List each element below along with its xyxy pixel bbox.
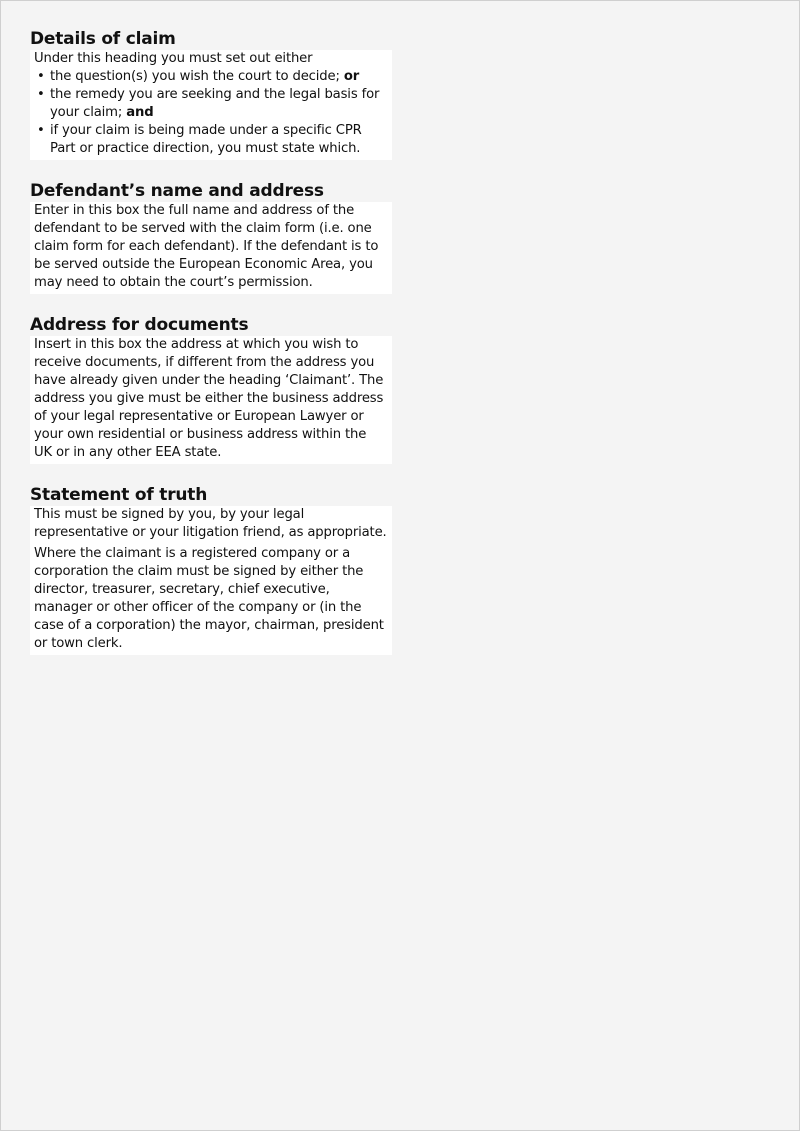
defendants-name-and-address-body: Enter in this box the full name and address of the defendant to be served with the claim form (i.e. one claim form for each defendant). If the defendant is to be served outside the European Economic Area, you may need to obtain the court’s permission. — [34, 203, 379, 290]
list-item — [34, 122, 388, 158]
statement-of-truth-paragraph: Where the claimant is a registered company or a corporation the claim must be signed by either the director, treasurer, secretary, chief executive, manager or other officer of the company or (in the case of a corporation) the mayor, chairman, president or town clerk. — [34, 546, 384, 651]
guidance-notes-column — [30, 28, 392, 675]
defendants-name-and-address-heading: Defendant’s name and address — [30, 181, 324, 201]
statement-of-truth-paragraph: This must be signed by you, by your legal representative or your litigation friend, as appropriate. — [34, 507, 387, 540]
details-of-claim-box — [30, 50, 392, 160]
defendants-name-and-address-section — [30, 180, 392, 294]
bullet-icon: • — [37, 69, 45, 84]
list-item-connector: or — [343, 69, 360, 84]
list-item-connector: and — [126, 105, 154, 120]
bullet-icon: • — [37, 123, 45, 138]
defendants-name-and-address-box — [30, 202, 392, 294]
address-for-documents-body: Insert in this box the address at which you wish to receive documents, if different from the address you have already given under the heading ‘Claimant’. The address you give must be either the business address of your legal representative or European Lawyer or your own residential or business address within the UK or in any other EEA state. — [34, 337, 384, 460]
address-for-documents-section — [30, 314, 392, 464]
details-of-claim-heading: Details of claim — [30, 29, 176, 49]
list-item-text: if your claim is being made under a specific CPR Part or practice direction, you must state which. — [50, 123, 362, 156]
details-of-claim-intro: Under this heading you must set out either — [34, 51, 313, 66]
statement-of-truth-heading: Statement of truth — [30, 485, 208, 505]
list-item — [34, 86, 388, 122]
details-of-claim-section — [30, 28, 392, 160]
list-item-text: the question(s) you wish the court to decide; — [50, 69, 340, 84]
list-item — [34, 68, 388, 86]
list-item-text: the remedy you are seeking and the legal basis for your claim; — [50, 87, 380, 120]
statement-of-truth-section — [30, 484, 392, 655]
details-of-claim-list — [34, 68, 388, 158]
statement-of-truth-box — [30, 506, 392, 655]
address-for-documents-box — [30, 336, 392, 464]
address-for-documents-heading: Address for documents — [30, 315, 249, 335]
bullet-icon: • — [37, 87, 45, 102]
